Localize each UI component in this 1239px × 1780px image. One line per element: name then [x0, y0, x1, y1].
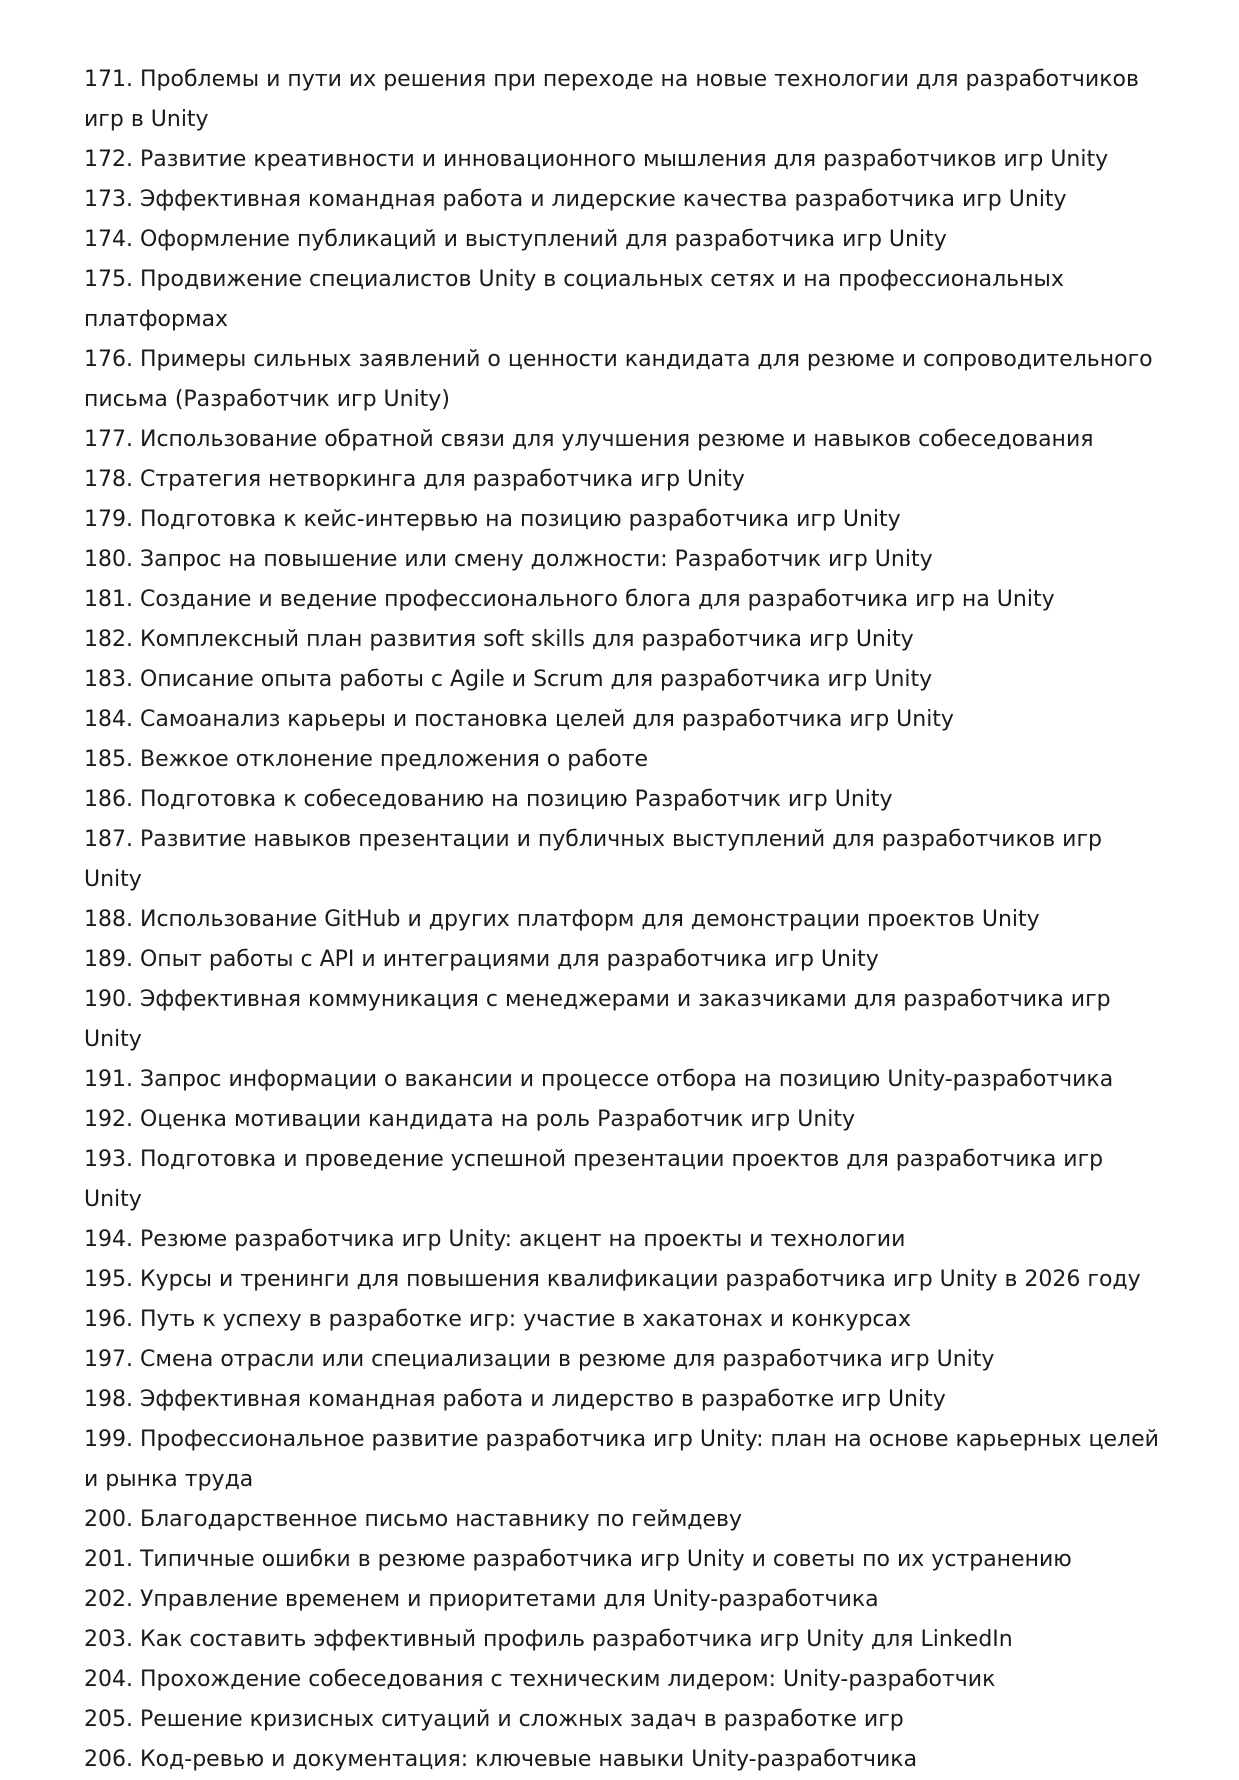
list-item-number: 204. — [84, 1667, 133, 1692]
list-item-text: Комплексный план развития soft skills для разработчика игр Unity — [139, 627, 914, 652]
list-item-number: 200. — [84, 1507, 133, 1532]
list-item-text: Развитие креативности и инновационного мышления для разработчиков игр Unity — [139, 147, 1109, 172]
list-item — [84, 1660, 1164, 1700]
list-item-text: Подготовка и проведение успешной презентации проектов для разработчика игр Unity — [84, 1147, 1104, 1212]
list-item — [84, 1060, 1164, 1100]
list-item-number: 198. — [84, 1387, 133, 1412]
list-item-text: Примеры сильных заявлений о ценности кандидата для резюме и сопроводительного письма (Разработчик игр Unity) — [84, 347, 1153, 412]
list-item-number: 175. — [84, 267, 133, 292]
list-item-number: 196. — [84, 1307, 133, 1332]
list-item-number: 188. — [84, 907, 133, 932]
list-item-number: 173. — [84, 187, 133, 212]
list-item-text: Резюме разработчика игр Unity: акцент на проекты и технологии — [139, 1227, 906, 1252]
list-item-text: Проблемы и пути их решения при переходе на новые технологии для разработчиков игр в Unity — [84, 67, 1139, 132]
list-item — [84, 60, 1164, 140]
list-item — [84, 340, 1164, 420]
list-item — [84, 260, 1164, 340]
list-item — [84, 540, 1164, 580]
list-item-number: 189. — [84, 947, 133, 972]
list-item — [84, 1260, 1164, 1300]
list-item — [84, 660, 1164, 700]
list-item-text: Как составить эффективный профиль разработчика игр Unity для LinkedIn — [139, 1627, 1013, 1652]
list-item-number: 195. — [84, 1267, 133, 1292]
list-item-number: 197. — [84, 1347, 133, 1372]
list-item-number: 179. — [84, 507, 133, 532]
list-item-text: Запрос на повышение или смену должности: Разработчик игр Unity — [139, 547, 933, 572]
list-item — [84, 1220, 1164, 1260]
list-item-number: 194. — [84, 1227, 133, 1252]
list-item-number: 176. — [84, 347, 133, 372]
list-item-number: 201. — [84, 1547, 133, 1572]
list-item — [84, 1620, 1164, 1660]
list-item-text: Подготовка к собеседованию на позицию Разработчик игр Unity — [139, 787, 893, 812]
list-item — [84, 420, 1164, 460]
list-item-text: Стратегия нетворкинга для разработчика игр Unity — [139, 467, 745, 492]
list-item-text: Использование GitHub и других платформ для демонстрации проектов Unity — [139, 907, 1040, 932]
list-item-number: 183. — [84, 667, 133, 692]
list-item — [84, 460, 1164, 500]
list-item-text: Смена отрасли или специализации в резюме для разработчика игр Unity — [139, 1347, 995, 1372]
list-item-text: Благодарственное письмо наставнику по геймдеву — [139, 1507, 743, 1532]
list-item-number: 177. — [84, 427, 133, 452]
list-item — [84, 1380, 1164, 1420]
list-item-number: 202. — [84, 1587, 133, 1612]
list-item-text: Самоанализ карьеры и постановка целей для разработчика игр Unity — [139, 707, 954, 732]
list-item-number: 187. — [84, 827, 133, 852]
list-item-text: Профессиональное развитие разработчика игр Unity: план на основе карьерных целей и рынка труда — [84, 1427, 1159, 1492]
list-item-text: Путь к успеху в разработке игр: участие в хакатонах и конкурсах — [139, 1307, 912, 1332]
list-item — [84, 620, 1164, 660]
list-item — [84, 500, 1164, 540]
list-item — [84, 1300, 1164, 1340]
list-item — [84, 1740, 1164, 1780]
list-item — [84, 1100, 1164, 1140]
list-item-text: Опыт работы с API и интеграциями для разработчика игр Unity — [139, 947, 879, 972]
list-item — [84, 980, 1164, 1060]
list-item-text: Решение кризисных ситуаций и сложных задач в разработке игр — [139, 1707, 904, 1732]
list-item — [84, 220, 1164, 260]
list-item-text: Управление временем и приоритетами для Unity-разработчика — [139, 1587, 879, 1612]
list-item-number: 206. — [84, 1747, 133, 1772]
list-item-number: 190. — [84, 987, 133, 1012]
list-item-text: Курсы и тренинги для повышения квалификации разработчика игр Unity в 2026 году — [139, 1267, 1141, 1292]
list-item — [84, 1420, 1164, 1500]
list-item-number: 172. — [84, 147, 133, 172]
list-item-number: 191. — [84, 1067, 133, 1092]
list-item — [84, 740, 1164, 780]
list-item-number: 186. — [84, 787, 133, 812]
list-item-number: 180. — [84, 547, 133, 572]
document-page — [84, 60, 1164, 1780]
list-item-text: Эффективная командная работа и лидерство в разработке игр Unity — [139, 1387, 946, 1412]
list-item — [84, 900, 1164, 940]
list-item-text: Продвижение специалистов Unity в социальных сетях и на профессиональных платформах — [84, 267, 1064, 332]
list-item-text: Типичные ошибки в резюме разработчика игр Unity и советы по их устранению — [139, 1547, 1072, 1572]
list-item-number: 178. — [84, 467, 133, 492]
list-item-text: Запрос информации о вакансии и процессе отбора на позицию Unity-разработчика — [139, 1067, 1114, 1092]
list-item — [84, 1700, 1164, 1740]
list-item — [84, 1540, 1164, 1580]
list-item-text: Подготовка к кейс-интервью на позицию разработчика игр Unity — [139, 507, 901, 532]
list-item-text: Описание опыта работы с Agile и Scrum для разработчика игр Unity — [139, 667, 933, 692]
list-item — [84, 140, 1164, 180]
list-item — [84, 180, 1164, 220]
list-item-number: 205. — [84, 1707, 133, 1732]
list-item-number: 181. — [84, 587, 133, 612]
list-item — [84, 820, 1164, 900]
list-item-text: Эффективная коммуникация с менеджерами и заказчиками для разработчика игр Unity — [84, 987, 1111, 1052]
list-item-text: Оценка мотивации кандидата на роль Разработчик игр Unity — [139, 1107, 856, 1132]
list-item — [84, 1580, 1164, 1620]
list-item-text: Создание и ведение профессионального блога для разработчика игр на Unity — [139, 587, 1055, 612]
list-item — [84, 1500, 1164, 1540]
list-item-text: Оформление публикаций и выступлений для разработчика игр Unity — [139, 227, 947, 252]
list-item-text: Эффективная командная работа и лидерские качества разработчика игр Unity — [139, 187, 1067, 212]
list-item — [84, 580, 1164, 620]
list-item-text: Вежкое отклонение предложения о работе — [139, 747, 649, 772]
list-item — [84, 1340, 1164, 1380]
list-item-number: 174. — [84, 227, 133, 252]
list-item — [84, 1140, 1164, 1220]
list-item-text: Прохождение собеседования с техническим лидером: Unity-разработчик — [139, 1667, 996, 1692]
list-item-text: Код-ревью и документация: ключевые навыки Unity-разработчика — [139, 1747, 918, 1772]
list-item — [84, 780, 1164, 820]
list-item-number: 192. — [84, 1107, 133, 1132]
list-item — [84, 940, 1164, 980]
list-item — [84, 700, 1164, 740]
list-item-number: 182. — [84, 627, 133, 652]
list-item-number: 184. — [84, 707, 133, 732]
list-item-text: Использование обратной связи для улучшения резюме и навыков собеседования — [139, 427, 1094, 452]
list-item-number: 199. — [84, 1427, 133, 1452]
numbered-list — [84, 60, 1164, 1780]
list-item-number: 203. — [84, 1627, 133, 1652]
list-item-number: 185. — [84, 747, 133, 772]
list-item-number: 171. — [84, 67, 133, 92]
list-item-number: 193. — [84, 1147, 133, 1172]
list-item-text: Развитие навыков презентации и публичных выступлений для разработчиков игр Unity — [84, 827, 1102, 892]
